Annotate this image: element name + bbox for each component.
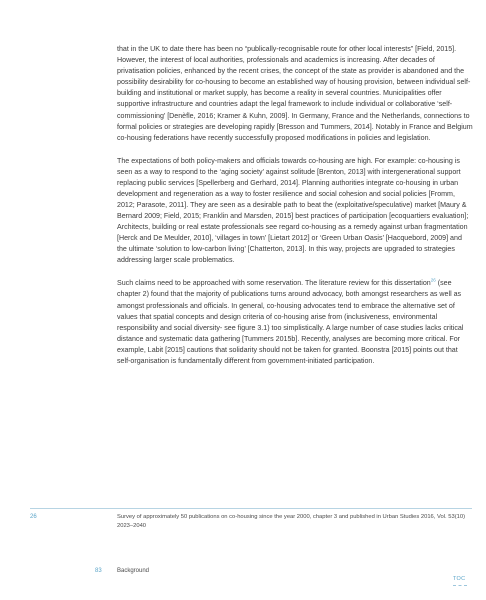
page-number: 83 xyxy=(95,568,102,574)
toc-underline xyxy=(453,585,467,586)
footnote-number: 26 xyxy=(30,514,37,520)
footnote-text: Survey of approximately 50 publications on co-housing since the year 2000, chapter 3 and published in Urban Studies 2016, Vol. 53(10) 2023–2040 xyxy=(117,514,466,529)
paragraph-text-before-note: Such claims need to be approached with some reservation. The literature review for this dissertation xyxy=(117,279,431,288)
paragraph-uk-context: that in the UK to date there has been no “publically-recognisable route for other local interests” [Field, 2015]. However, the interest of local authorities, professionals and academics is increasing. After decades of privatisation policies, enhanced by the recent crises, the concept of the state as provider is abandoned and the possibility desirability for co-housing to become an established way of housing provision, between individual self-building and institutional or market supply, has become a reality in several countries. Municipalities offer supportive infrastructure and countries adapt the legal framework to include individual or collaborative ‘self-commissioning’ [Denèfle, 2016; Kramer & Kuhn, 2009]. In Germany, France and the Netherlands, connections to formal policies or strategies are developing rapidly [Bresson and Tummers, 2014]. Notably in France and Belgium co-housing federations have recently successfully proposed modifications in policies and legislation. xyxy=(117,45,473,142)
paragraph-text-after-note: (see chapter 2) found that the majority of publications turns around advocacy, both amongst researchers as well as amongst professionals and officials. In general, co-housing advocates tend to embrace the alternative set of values that spatial concepts and design criteria of co-housing arise from (inclusiveness, environmental responsibility and social diversity- see figure 3.1) too simplistically. A large number of case studies lacks critical distance and systematic data gathering [Tummers 2015b]. Recently, analyses are becoming more critical. For example, Labit [2015] cautions that solidarity should not be taken for granted. Boonstra [2015] points out that self-organisation is fundamentally different from government-initiated participation. xyxy=(117,279,464,366)
paragraph-reservations xyxy=(117,278,473,367)
paragraph-policy-expectations: The expectations of both policy-makers and officials towards co-housing are high. For example: co-housing is seen as a way to respond to the ‘aging society’ against solitude [Brenton, 2013] with intergenerational support replacing public services [Spellerberg and Gerhard, 2014]. Planning authorities integrate co-housing in urban development and regeneration as a way to foster resilience and social cohesion and social policies [Fromm, 2012; Parasote, 2011]. They are seen as a desirable path to beat the (exploitative/speculative) market [Maury & Bernard 2009; Field, 2015; Franklin and Marsden, 2015] best practices of participation [ecoquartiers evaluation]; Architects, building or real estate professionals see regard co-housing as a remedy against urban fragmentation [Herck and De Meulder, 2010], ‘villages in town’ [Lietart 2012] or ‘Green Urban Oasis’ [Hacquebord, 2009] and the ultimate ‘solution to low-carbon living’ [Chatterton, 2013]. In this way, projects are upgraded to strategies addressing larger scale problematics. xyxy=(117,156,469,265)
main-body-text xyxy=(117,44,473,379)
footnote-reference[interactable]: 26 xyxy=(430,278,436,284)
section-title-footer: Background xyxy=(117,568,150,574)
footnote-divider xyxy=(30,508,472,509)
toc-link[interactable]: TOC xyxy=(453,576,466,582)
